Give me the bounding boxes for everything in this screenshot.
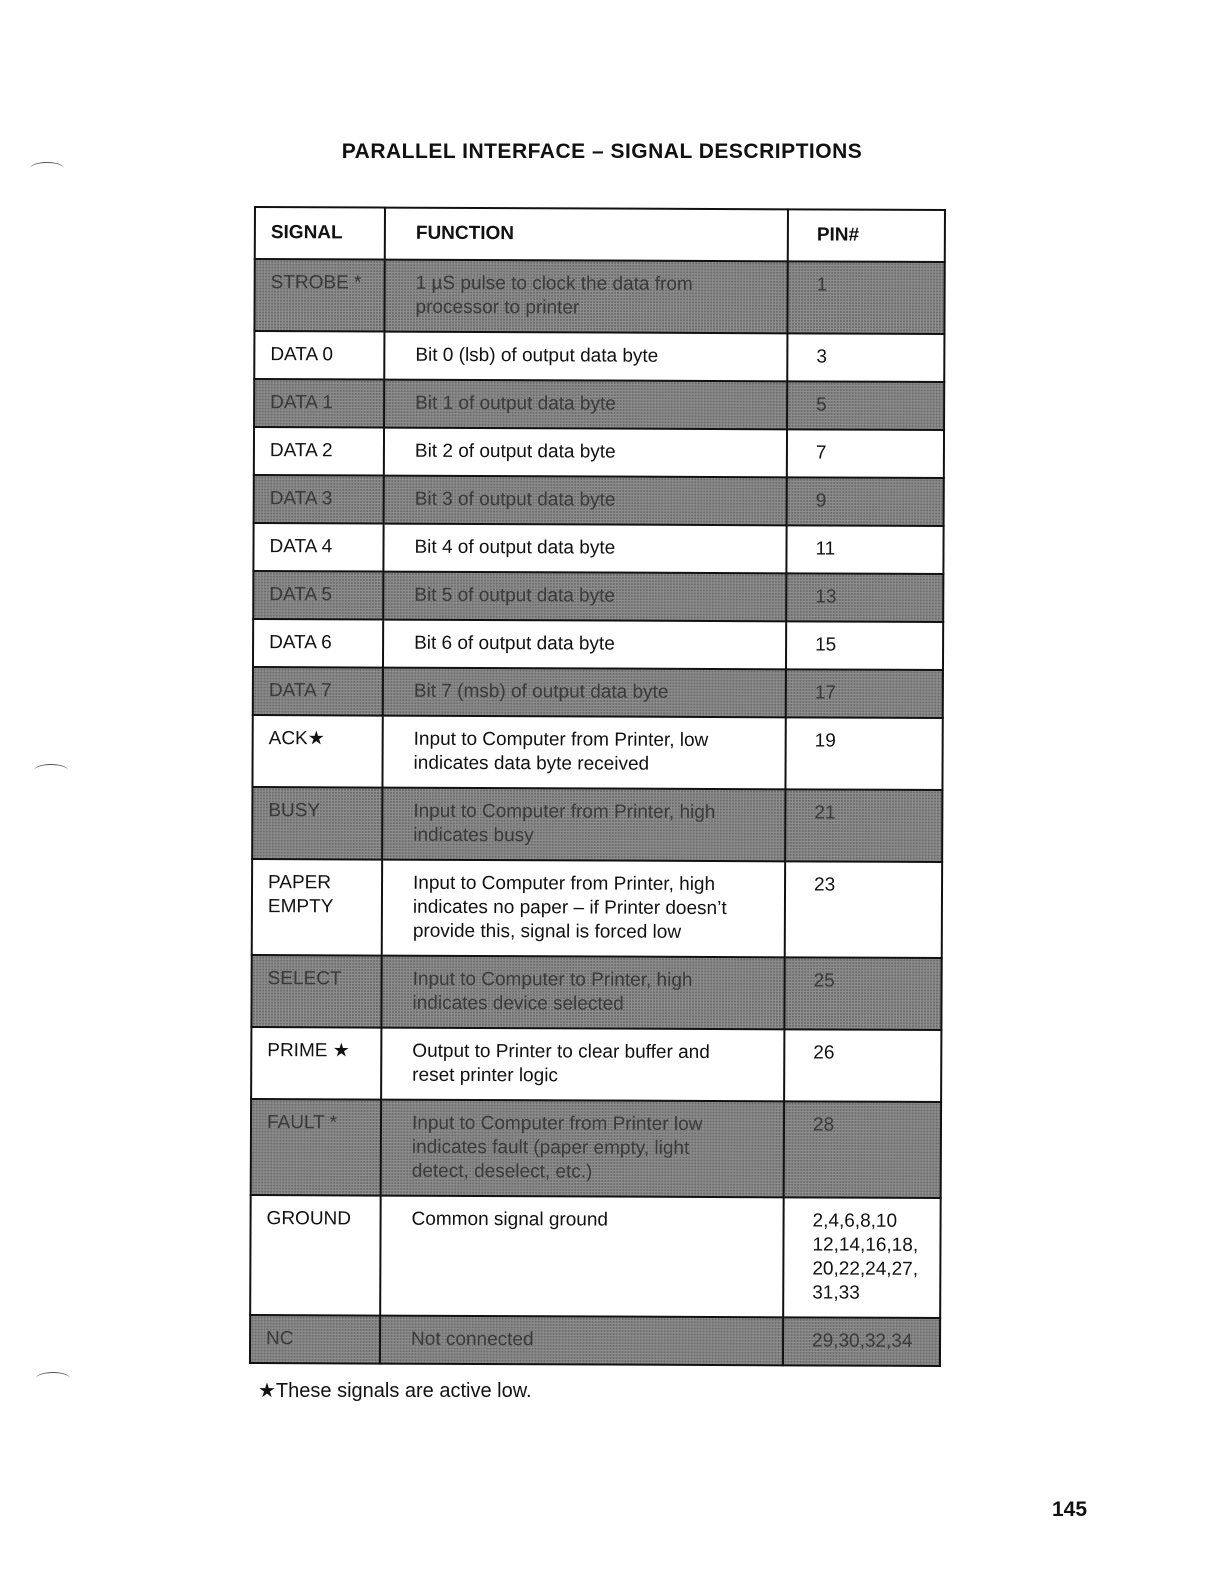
pin-cell: 2,4,6,8,10 12,14,16,18, 20,22,24,27, 31,33 [783,1197,941,1318]
table-row [252,715,942,790]
pin-cell: 19 [785,717,942,790]
function-cell: Not connected [380,1316,783,1366]
pin-cell: 9 [787,477,944,526]
pin-cell: 26 [784,1029,941,1102]
function-cell: 1 µS pulse to clock the data from processor to printer [384,260,787,334]
signal-cell: ACK★ [252,715,382,788]
pin-cell: 21 [785,789,942,862]
table-row [252,859,942,958]
table-row [250,1195,941,1318]
function-cell: Input to Computer to Printer, high indicates device selected [381,956,784,1030]
function-cell: Bit 0 (lsb) of output data byte [384,332,787,382]
header-signal: SIGNAL [255,207,385,260]
signal-cell: PRIME ★ [251,1027,381,1100]
function-cell: Input to Computer from Printer low indicates fault (paper empty, light detect, deselect, etc.) [381,1100,784,1198]
pin-cell: 25 [784,957,941,1030]
pin-cell: 1 [787,261,944,334]
margin-mark [36,1372,70,1385]
table-row [254,259,944,334]
function-cell: Bit 4 of output data byte [383,524,786,574]
pin-cell: 15 [786,621,943,670]
table-body [250,259,945,1366]
signal-table [249,206,946,1367]
signal-cell: STROBE * [254,259,384,332]
signal-cell: BUSY [252,787,382,860]
signal-cell: DATA 1 [254,379,384,428]
pin-cell: 28 [784,1101,941,1198]
function-cell: Output to Printer to clear buffer and reset printer logic [381,1028,784,1102]
table-row [253,619,943,670]
table-row [254,427,944,478]
margin-mark [34,764,68,777]
function-cell: Bit 3 of output data byte [384,476,787,526]
signal-cell: DATA 0 [254,331,384,380]
table-row [250,1315,940,1366]
table-row [253,571,943,622]
function-cell: Input to Computer from Printer, low indicates data byte received [382,716,785,790]
pin-cell: 13 [786,573,943,622]
signal-cell: FAULT * [251,1099,381,1196]
function-cell: Bit 1 of output data byte [384,380,787,430]
signal-cell: DATA 3 [254,475,384,524]
function-cell: Input to Computer from Printer, high indicates busy [382,788,785,862]
table-row [252,787,942,862]
table-row [253,667,943,718]
pin-cell: 5 [787,381,944,430]
margin-mark [30,162,64,175]
pin-cell: 17 [786,669,943,718]
signal-cell: PAPER EMPTY [252,859,382,956]
pin-cell: 3 [787,333,944,382]
function-cell: Common signal ground [380,1196,784,1318]
signal-cell: SELECT [251,955,381,1028]
table-row [251,1027,941,1102]
page-title: PARALLEL INTERFACE – SIGNAL DESCRIPTIONS [341,140,863,163]
signal-cell: DATA 5 [253,571,383,620]
pin-cell: 23 [785,861,942,958]
signal-cell: DATA 4 [253,523,383,572]
signal-cell: GROUND [250,1195,381,1316]
table-row [254,475,944,526]
header-function: FUNCTION [385,208,788,262]
pin-cell: 7 [787,429,944,478]
header-pin: PIN# [788,209,945,262]
pin-cell: 29,30,32,34 [783,1317,940,1366]
signal-cell: DATA 7 [253,667,383,716]
function-cell: Bit 7 (msb) of output data byte [383,668,786,718]
page-number: 145 [1052,1498,1088,1521]
footnote: ★These signals are active low. [258,1380,532,1402]
signal-cell: DATA 6 [253,619,383,668]
table-row [254,331,944,382]
table-row [253,523,943,574]
table-row [251,955,941,1030]
pin-cell: 11 [786,525,943,574]
function-cell: Input to Computer from Printer, high indicates no paper – if Printer doesn’t provide this, signal is forced low [382,860,785,958]
signal-cell: DATA 2 [254,427,384,476]
table-row [254,379,944,430]
function-cell: Bit 5 of output data byte [383,572,786,622]
signal-cell: NC [250,1315,380,1364]
table-row [251,1099,941,1198]
function-cell: Bit 2 of output data byte [384,428,787,478]
table-header-row [255,207,945,262]
function-cell: Bit 6 of output data byte [383,620,786,670]
